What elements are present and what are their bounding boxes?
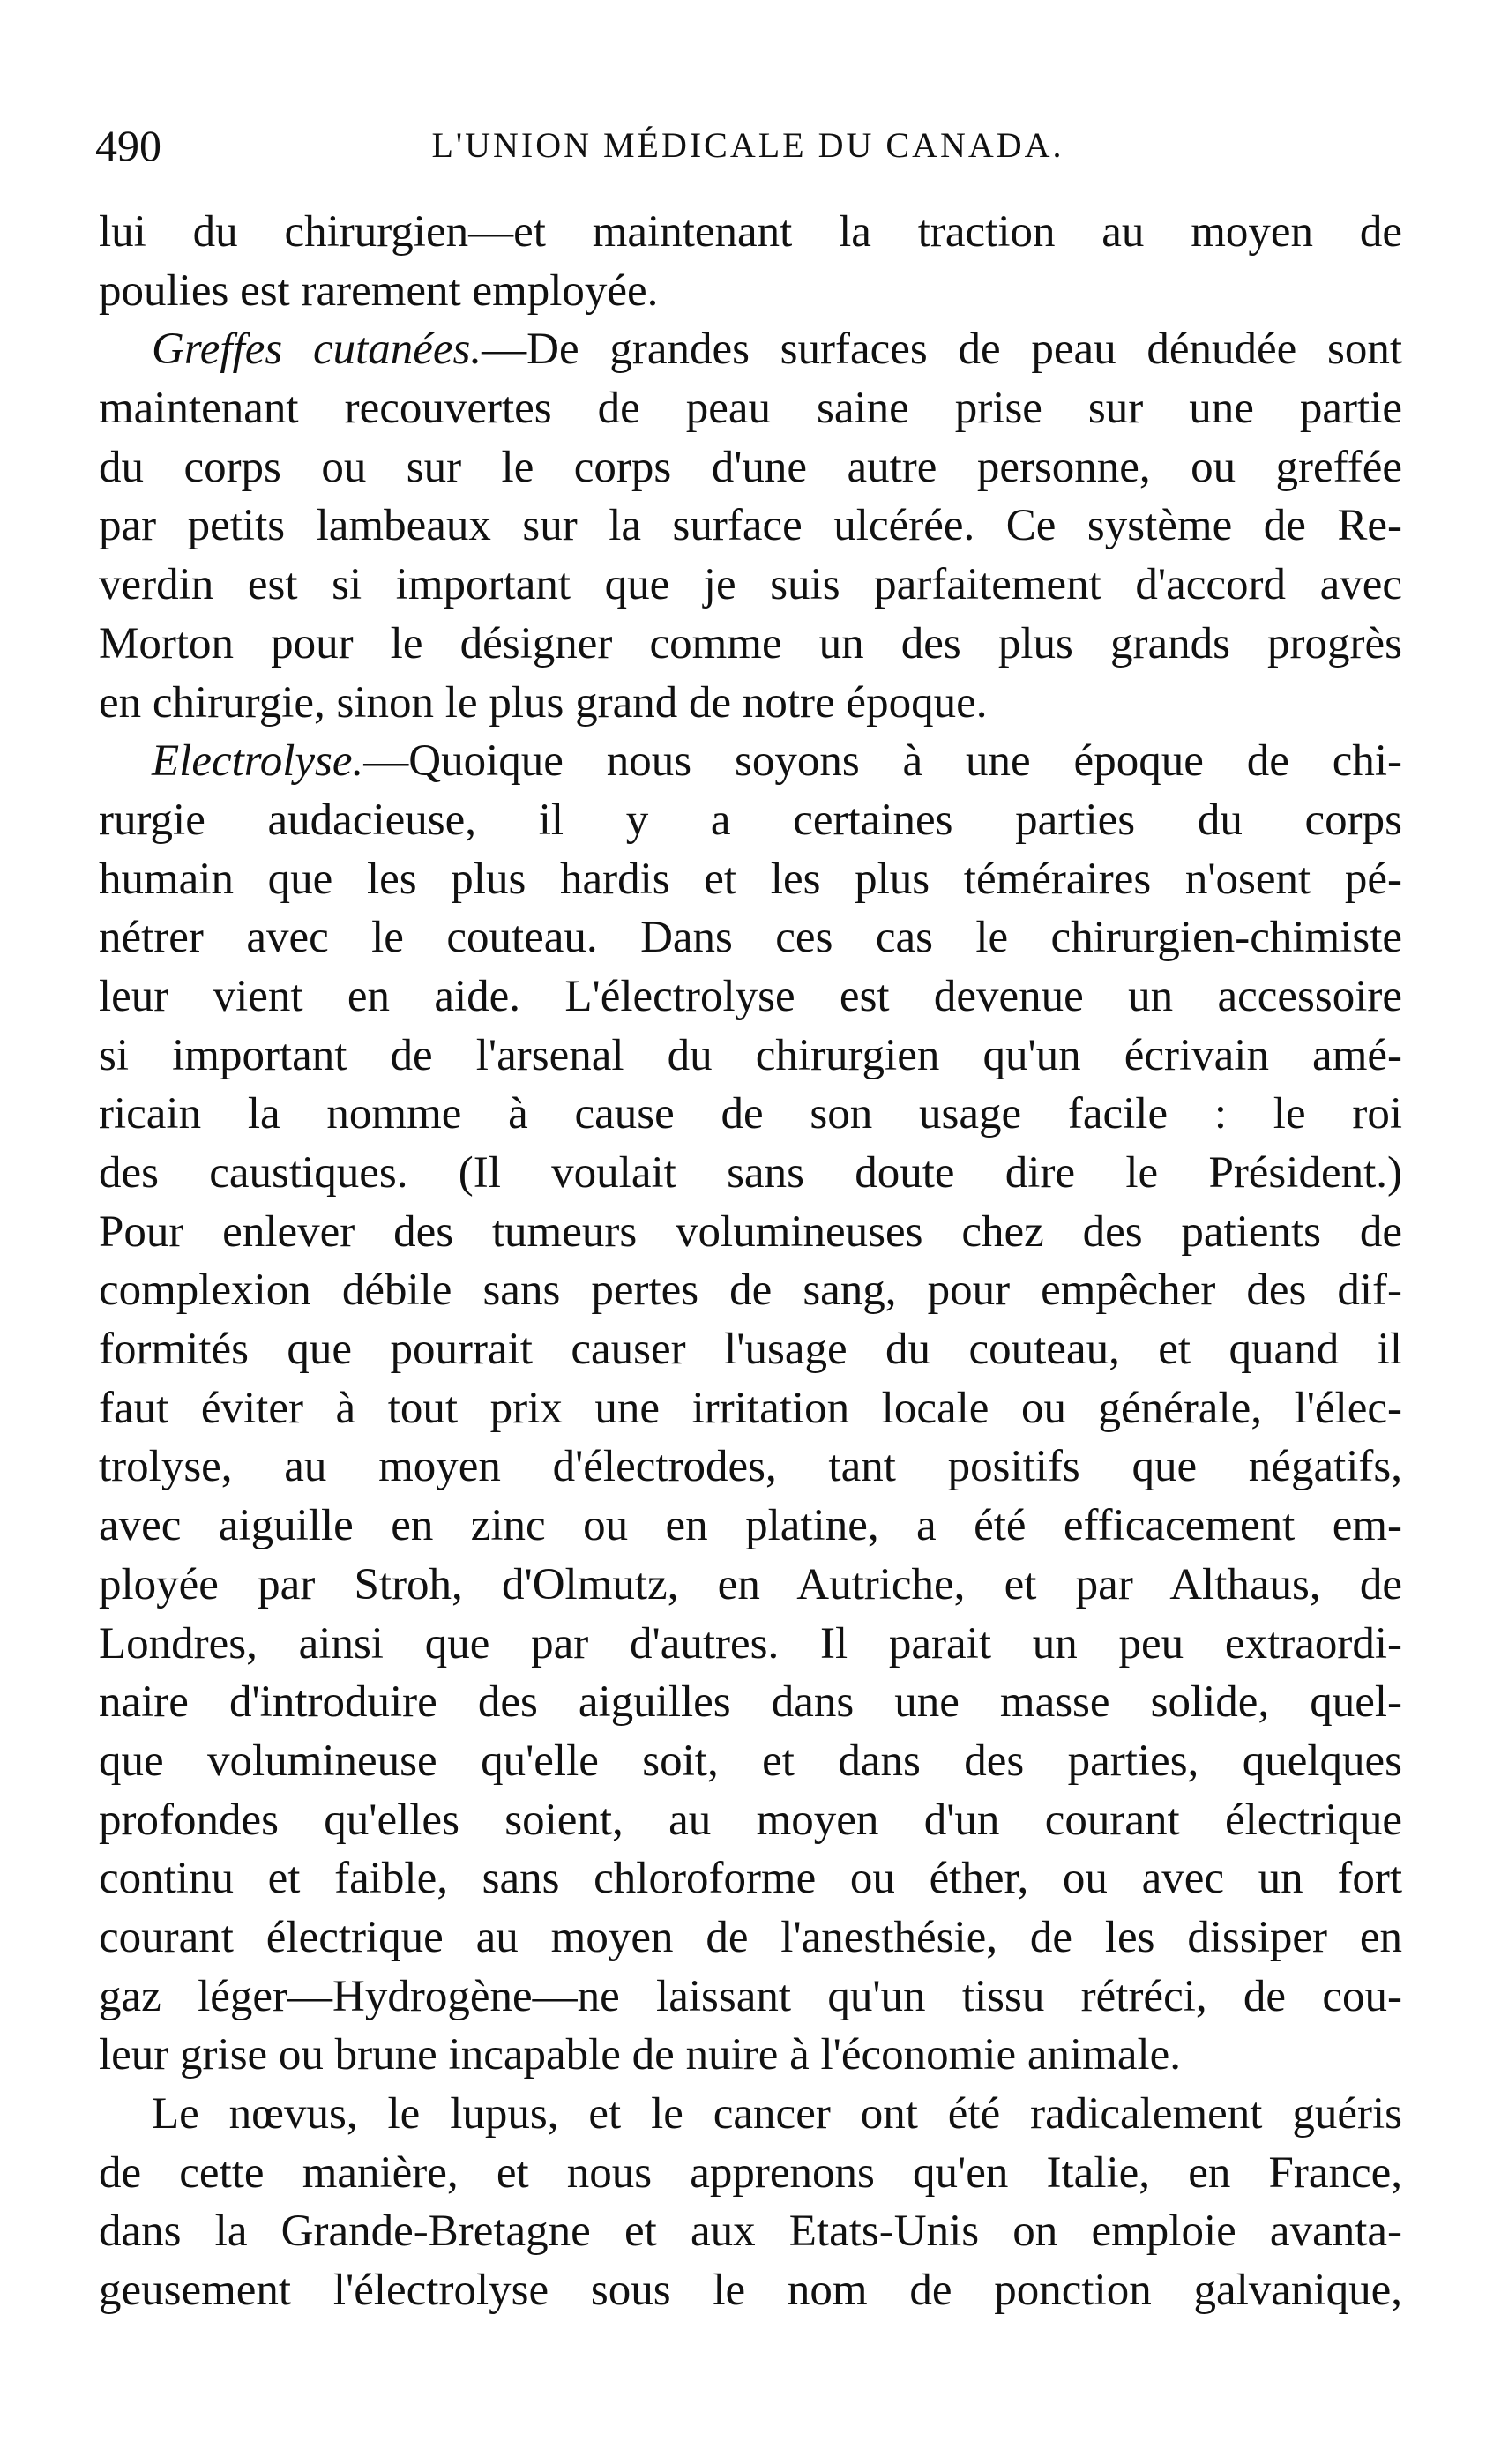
text-line: en chirurgie, sinon le plus grand de notre époque. (99, 677, 988, 728)
text-line: lui du chirurgien—et maintenant la traction au moyen de (99, 207, 1402, 257)
journal-title: L'UNION MÉDICALE DU CANADA. (431, 125, 1064, 165)
running-head (95, 115, 1400, 176)
text-line: naire d'introduire des aiguilles dans une masse solide, quel- (99, 1677, 1402, 1728)
text-line: leur grise ou brune incapable de nuire à l'économie animale. (99, 2030, 1182, 2080)
text-line: Morton pour le désigner comme un des plus grands progrès (99, 618, 1402, 668)
text-line: Electrolyse.—Quoique nous soyons à une époque de chi- (152, 736, 1402, 787)
text-line: que volumineuse qu'elle soit, et dans des parties, quelques (99, 1736, 1402, 1786)
text-line: trolyse, au moyen d'électrodes, tant positifs que négatifs, (99, 1442, 1402, 1492)
text-line: rurgie audacieuse, il y a certaines parties du corps (99, 795, 1402, 845)
section-title-electrolyse: Electrolyse. (152, 736, 364, 787)
text-line: si important de l'arsenal du chirurgien qu'un écrivain amé- (99, 1030, 1402, 1080)
text-line: Greffes cutanées.—De grandes surfaces de peau dénudée sont (152, 325, 1402, 375)
text-line: dans la Grande-Bretagne et aux Etats-Unis on emploie avanta- (99, 2206, 1402, 2257)
text-line: poulies est rarement employée. (99, 265, 659, 316)
text-line: ricain la nomme à cause de son usage facile : le roi (99, 1089, 1402, 1139)
text-line: maintenant recouvertes de peau saine prise sur une partie (99, 384, 1402, 434)
text-line: courant électrique au moyen de l'anesthésie, de les dissiper en (99, 1912, 1402, 1962)
text-line: formités que pourrait causer l'usage du couteau, et quand il (99, 1325, 1402, 1375)
text-line: geusement l'électrolyse sous le nom de ponction galvanique, (99, 2266, 1402, 2316)
text-line: par petits lambeaux sur la surface ulcérée. Ce système de Re- (99, 501, 1402, 551)
text-line: Londres, ainsi que par d'autres. Il parait un peu extraordi- (99, 1618, 1402, 1669)
text-line: leur vient en aide. L'électrolyse est devenue un accessoire (99, 971, 1402, 1021)
text-line: gaz léger—Hydrogène—ne laissant qu'un tissu rétréci, de cou- (99, 1971, 1402, 2021)
text-line: nétrer avec le couteau. Dans ces cas le chirurgien-chimiste (99, 913, 1402, 963)
text-line: des caustiques. (Il voulait sans doute dire le Président.) (99, 1148, 1402, 1198)
section-title-greffes: Greffes cutanées. (152, 325, 482, 375)
text-line: Le nœvus, le lupus, et le cancer ont été radicalement guéris (152, 2089, 1402, 2139)
text-line: avec aiguille en zinc ou en platine, a été efficacement em- (99, 1501, 1402, 1551)
text-line: verdin est si important que je suis parfaitement d'accord avec (99, 560, 1402, 610)
body-text (99, 203, 1402, 2320)
text-line: continu et faible, sans chloroforme ou éther, ou avec un fort (99, 1854, 1402, 1904)
text-line: profondes qu'elles soient, au moyen d'un courant électrique (99, 1795, 1402, 1845)
text-line: ployée par Stroh, d'Olmutz, en Autriche, et par Althaus, de (99, 1559, 1402, 1609)
page-number: 490 (95, 121, 161, 170)
text-line: humain que les plus hardis et les plus téméraires n'osent pé- (99, 854, 1402, 904)
text-line: faut éviter à tout prix une irritation locale ou générale, l'élec- (99, 1383, 1402, 1433)
text-line: de cette manière, et nous apprenons qu'en Italie, en France, (99, 2147, 1402, 2198)
text-line: du corps ou sur le corps d'une autre personne, ou greffée (99, 442, 1402, 492)
text-line: Pour enlever des tumeurs volumineuses chez des patients de (99, 1206, 1402, 1257)
text-line: complexion débile sans pertes de sang, pour empêcher des dif- (99, 1266, 1402, 1316)
